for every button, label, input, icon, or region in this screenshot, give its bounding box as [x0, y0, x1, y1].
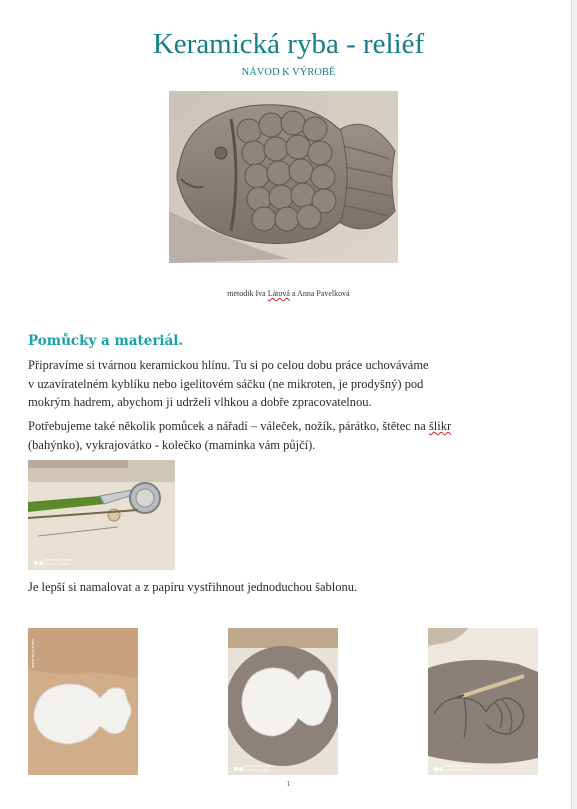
paragraph-tools [28, 417, 548, 454]
paragraph-template: Je lepší si namalovat a z papíru vystřihnout jednoduchou šablonu. [28, 580, 358, 594]
paragraph-line: v uzavíratelném kyblíku nebo igelitovém sáčku (ne mikroten, je prodyšný) pod [28, 376, 424, 391]
camera-watermark: AI QUAD CAMERA [444, 768, 471, 772]
camera-watermark: REDMI NOTE 8 PRO [44, 558, 74, 562]
tools-photo [28, 460, 175, 570]
camera-watermark: REDMI NOTE 8 PRO [31, 638, 35, 668]
fish-relief-photo [169, 91, 398, 263]
paragraph-line: Připravíme si tvárnou keramickou hlínu. Tu si po celou dobu práce uchováváme [28, 358, 429, 372]
page-title: Keramická ryba - reliéf [152, 28, 425, 60]
template-photo [28, 628, 138, 775]
paragraph-line: (bahýnko), vykrajovátko - kolečko (maminka vám půjčí). [28, 437, 316, 452]
template-on-clay-photo [228, 628, 338, 775]
camera-watermark: AI QUAD CAMERA [244, 768, 271, 772]
section-heading: Pomůcky a materiál. [28, 333, 184, 349]
page-number: 1 [286, 781, 291, 788]
paragraph-materials [28, 356, 548, 412]
paragraph-line: Potřebujeme také několik pomůcek a nářadí – váleček, nožík, párátko, štětec na šlikr [28, 419, 452, 433]
spellcheck-word: šlikr [428, 419, 452, 433]
page-edge [571, 0, 577, 809]
page-subtitle: NÁVOD K VÝROBĚ [241, 67, 336, 78]
cutting-clay-photo [428, 628, 538, 775]
spellcheck-word: Látová [267, 289, 290, 298]
camera-watermark: REDMI NOTE 8 PRO [444, 764, 474, 768]
paragraph-line: mokrým hadrem, abychom ji udrželi vlhkou a dobře zpracovatelnou. [28, 395, 372, 409]
camera-watermark: REDMI NOTE 8 PRO [244, 764, 274, 768]
authors-caption: metodik Iva Látová a Anna Pavelková [227, 289, 350, 298]
camera-watermark: AI QUAD CAMERA [44, 562, 71, 566]
